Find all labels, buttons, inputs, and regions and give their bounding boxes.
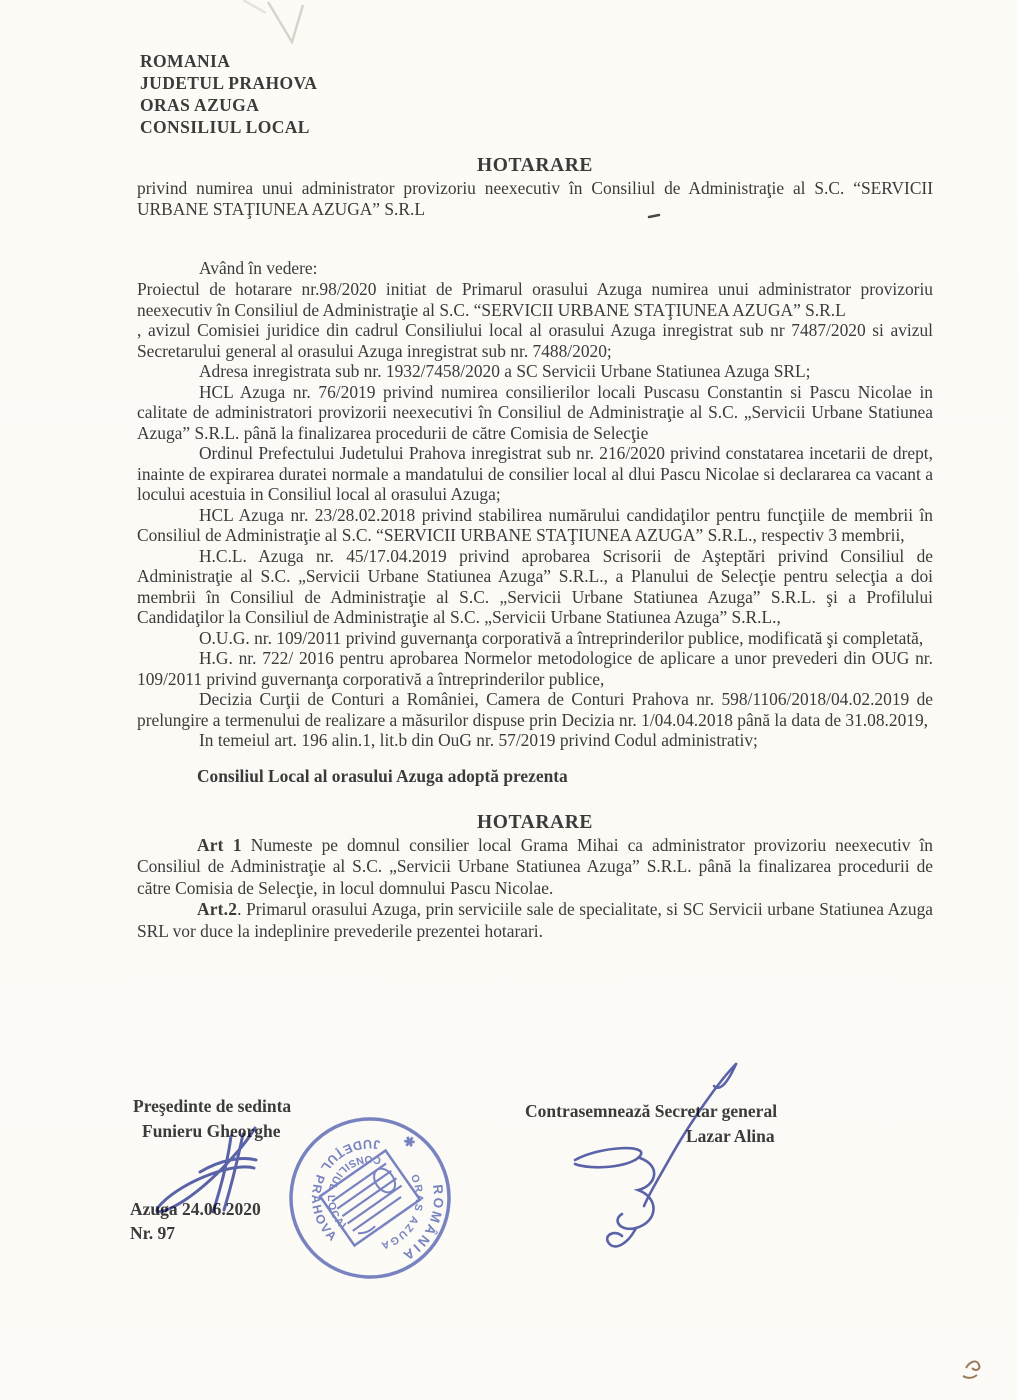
preamble-item: H.G. nr. 722/ 2016 pentru aprobarea Normelor metodologice de aplicare a unor prevederi din OUG nr. 109/2011 privind guvernanţa corporativă a întreprinderilor publice,	[137, 648, 933, 689]
preamble-item: HCL Azuga nr. 23/28.02.2018 privind stabilirea numărului candidaţilor pentru funcţiile de membrii în Consiliul de Administraţie al S.C. “SERVICII URBANE STAŢIUNEA AZUGA” S.R.L., respectiv 3 membrii,	[137, 504, 933, 545]
preamble-item: , avizul Comisiei juridice din cadrul Consiliului local al orasului Azuga inregistrat sub nr 7487/2020 si avizul Secretarului general al orasului Azuga inregistrat sub nr. 7488/2020;	[137, 320, 933, 361]
doc-subtitle: privind numirea unui administrator provizoriu neexecutiv în Consiliul de Administraţie al S.C. “SERVICII URBANE STAŢIUNEA AZUGA” S.R.L	[137, 178, 933, 219]
preamble-item: H.C.L. Azuga nr. 45/17.04.2019 privind aprobarea Scrisorii de Aşteptări privind Consiliul de Administraţie al S.C. „Servicii Urbane Statiunea Azuga” S.R.L., a Planului de Selecţie pentru selecţia a doi membrii în Consiliul de Administraţie al S.C. „Servicii Urbane Statiunea Azuga” S.R.L. şi a Profilului Candidaţilor la Consiliul de Administraţie al S.C. „Servicii Urbane Statiunea Azuga” S.R.L.,	[137, 545, 933, 627]
header-town: ORAS AZUGA	[140, 95, 260, 115]
header-county: JUDETUL PRAHOVA	[140, 73, 318, 93]
article-1-text: Numeste pe domnul consilier local Grama Mihai ca administrator provizoriu neexecutiv în Consiliul de Administraţie al S.C. „Servicii Urbane Statiunea Azuga” S.R.L. până la finalizarea procedurii de către Comisia de Selecţie, in locul domnului Pascu Nicolae.	[137, 834, 933, 898]
decision-number: Nr. 97	[130, 1223, 176, 1243]
secretary-name: Lazar Alina	[686, 1126, 775, 1146]
stamp-town-text: ORAS AZUGA	[378, 1172, 426, 1252]
issue-date: Azuga 24.06.2020	[130, 1199, 261, 1219]
countersign-label: Contrasemnează Secretar general	[525, 1101, 778, 1121]
doc-title: HOTARARE	[476, 155, 594, 176]
preamble-item: Ordinul Prefectului Judetului Prahova inregistrat sub nr. 216/2020 privind constatarea incetarii de drept, inainte de expirarea duratei normale a mandatului de consilier local al dlui Pascu Nicolae si declararea ca vacant a locului acestuia in Consiliul local al orasului Azuga;	[137, 443, 933, 504]
article-1-label: Art 1	[197, 834, 242, 855]
decision-heading: HOTARARE	[476, 811, 594, 833]
preamble-item: In temeiul art. 196 alin.1, lit.b din OuG nr. 57/2019 privind Codul administrativ;	[199, 730, 758, 750]
article-2-label: Art.2	[197, 899, 238, 919]
enactment-clause: Consiliul Local al orasului Azuga adoptă prezenta	[197, 765, 568, 786]
president-name: Funieru Gheorghe	[142, 1121, 281, 1141]
preamble-item: HCL Azuga nr. 76/2019 privind numirea consilierilor locali Puscasu Constantin si Pascu Nicolae in calitate de administratori provizorii neexecutivi în Consiliul de Administraţie al S.C. „Servicii Urbane Statiunea Azuga” S.R.L. până la finalizarea procedurii de către Comisia de Selecţie	[137, 381, 933, 443]
president-title: Preşedinte de sedinta	[133, 1096, 292, 1116]
header-council: CONSILIUL LOCAL	[140, 117, 310, 137]
stamp-star-icon: ✱	[400, 1132, 420, 1153]
header-country: ROMANIA	[140, 51, 231, 71]
stamp-country-text: ROMÂNIA	[398, 1183, 447, 1265]
preamble-item: Decizia Curţii de Conturi a României, Camera de Conturi Prahova nr. 598/1106/2018/04.02.2019 de prelungire a termenului de realizare a măsurilor dispuse prin Decizia nr. 1/04.04.2018 până la data de 31.08.2019,	[137, 689, 933, 730]
preamble-intro: Având în vedere:	[199, 258, 318, 278]
article-2-text: . Primarul orasului Azuga, prin serviciile sale de specialitate, si SC Servicii urbane Statiunea Azuga SRL vor duce la indeplinire prevederile prezentei hotarari.	[137, 899, 933, 941]
stamp-county-text: JUDEŢUL PRAHOVA	[308, 1136, 381, 1246]
preamble-item: Proiectul de hotarare nr.98/2020 initiat de Primarul orasului Azuga numirea unui administrator provizoriu neexecutiv în Consiliul de Administraţie al S.C. “SERVICII URBANE STAŢIUNEA AZUGA” S.R.L	[137, 279, 933, 320]
stamp-council-text: CONSILIUL LOCAL	[324, 1152, 382, 1236]
preamble-item: O.U.G. nr. 109/2011 privind guvernanţa corporativă a întreprinderilor publice, modificată şi completată,	[199, 627, 924, 648]
preamble-item: Adresa inregistrata sub nr. 1932/7458/2020 a SC Servicii Urbane Statiunea Azuga SRL;	[199, 361, 811, 381]
